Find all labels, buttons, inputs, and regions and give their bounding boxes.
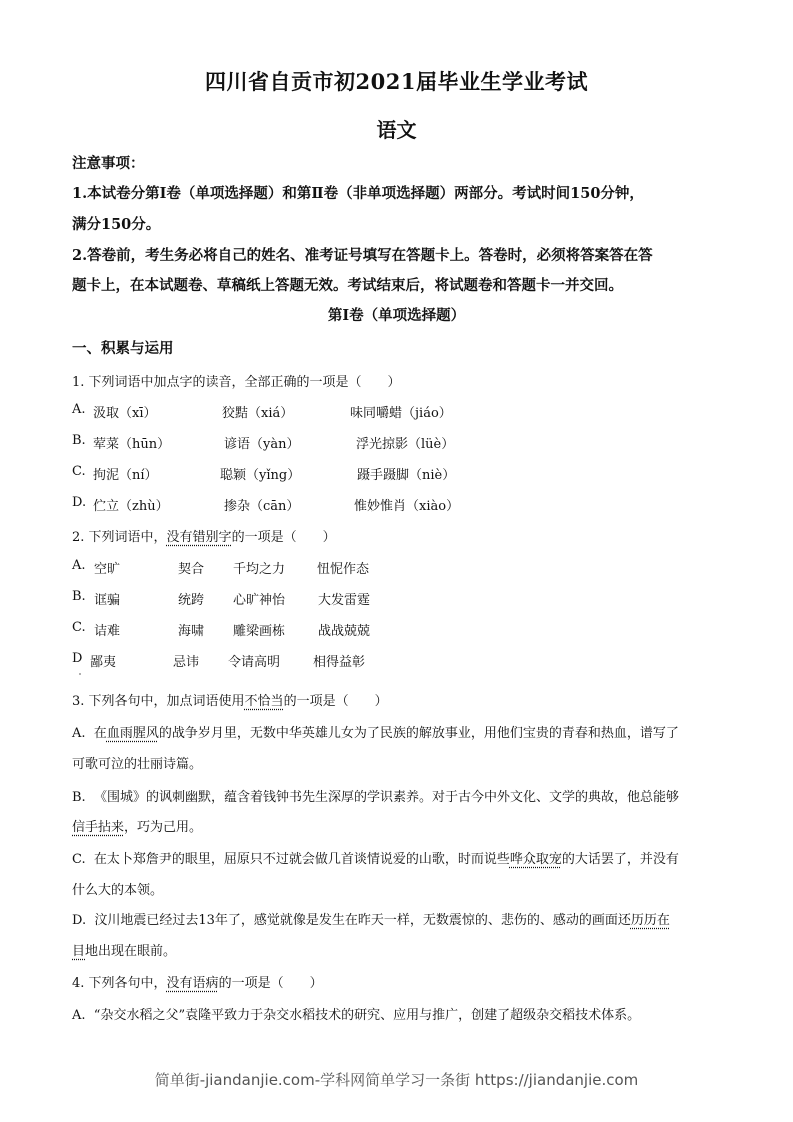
option-label: A. <box>72 1008 86 1023</box>
notice-item-1-line-2: 满分150分。 <box>72 216 161 233</box>
notice-item-2-line-1: 2.答卷前，考生务必将自己的姓名、准考证号填写在答题卡上。答卷时，必须将答案答在答 <box>72 247 653 264</box>
option-label: B. <box>72 433 86 448</box>
option-item: 雕梁画栋 <box>233 624 286 639</box>
question-3-stem: 3. 下列各句中，加点词语使用不恰当的一项是（ ） <box>72 694 388 709</box>
question-4-stem: 4. 下列各句中，没有语病的一项是（ ） <box>72 976 323 991</box>
option-item: 空旷 <box>94 562 121 577</box>
option-item: 谚语（yàn） <box>224 437 300 452</box>
option-item: 忸怩作态 <box>317 562 370 577</box>
option-item: 战战兢兢 <box>318 624 371 639</box>
stray-dot <box>79 673 81 675</box>
notice-item-1-line-1: 1.本试卷分第Ⅰ卷（单项选择题）和第Ⅱ卷（非单项选择题）两部分。考试时间150分钟， <box>72 185 644 202</box>
option-item: 浮光掠影（lüè） <box>356 437 455 452</box>
option-item: 狡黠（xiá） <box>222 406 294 421</box>
option-item: 味同嚼蜡（jiáo） <box>350 406 452 421</box>
emphasis-dotted: 不恰当 <box>244 694 284 709</box>
option-item: 伫立（zhù） <box>93 499 169 514</box>
option-label: D. <box>72 913 87 928</box>
emphasis-dotted: 没有语病 <box>166 976 219 991</box>
option-item: 忌讳 <box>173 655 200 670</box>
question-1-stem: 1. 下列词语中加点字的读音，全部正确的一项是（ ） <box>72 375 401 390</box>
option-item: 相得益彰 <box>313 655 366 670</box>
option-item: 拘泥（ní） <box>93 468 158 483</box>
option-item: 鄙夷 <box>90 655 117 670</box>
exam-title: 四川省自贡市初2021届毕业生学业考试 <box>205 69 588 94</box>
option-item: 大发雷霆 <box>318 593 371 608</box>
option-item: 千均之力 <box>233 562 286 577</box>
option-label: D. <box>72 495 87 510</box>
option-item: 心旷神怡 <box>233 593 286 608</box>
option-label: C. <box>72 464 86 479</box>
option-item: 汲取（xī） <box>93 406 157 421</box>
emphasis-dotted: 信手拈来 <box>72 820 125 835</box>
section-title: 第Ⅰ卷（单项选择题） <box>327 307 466 324</box>
emphasis-dotted: 哗众取宠 <box>509 852 562 867</box>
option-label: D <box>72 651 83 666</box>
option-item: 契合 <box>178 562 205 577</box>
option-item: 诘难 <box>94 624 121 639</box>
exam-subject: 语文 <box>376 118 417 142</box>
option-label: C. <box>72 620 86 635</box>
option-label: A. <box>72 558 86 573</box>
option-item: 统跨 <box>178 593 205 608</box>
option-label: A. <box>72 402 86 417</box>
notice-item-2-line-2: 题卡上，在本试题卷、草稿纸上答题无效。考试结束后，将试题卷和答题卡一并交回。 <box>72 277 623 294</box>
option-item: 诓骗 <box>94 593 121 608</box>
footer-watermark: 简单街-jiandanjie.com-学科网简单学习一条街 https://jiandanjie.com <box>154 1071 639 1089</box>
option-label: B. <box>72 589 86 604</box>
question-2-stem: 2. 下列词语中，没有错别字的一项是（ ） <box>72 530 336 545</box>
option-label: B. <box>72 790 86 805</box>
option-item: 荤菜（hūn） <box>93 437 171 452</box>
option-item: 令请高明 <box>228 655 281 670</box>
emphasis-dotted: 没有错别字 <box>166 530 232 545</box>
emphasis-dotted: 目 <box>72 944 86 959</box>
option-item: 蹑手蹑脚（niè） <box>357 468 456 483</box>
option-label: C. <box>72 852 86 867</box>
emphasis-dotted: 历历在 <box>630 913 670 928</box>
part-title: 一、积累与运用 <box>72 340 174 357</box>
notice-heading: 注意事项： <box>72 155 145 172</box>
emphasis-dotted: 血雨腥风 <box>106 726 159 741</box>
option-item: 海啸 <box>178 624 205 639</box>
option-item: 掺杂（cān） <box>224 499 300 514</box>
option-item: 惟妙惟肖（xiào） <box>354 499 460 514</box>
option-label: A. <box>72 726 86 741</box>
option-item: 聪颖（yǐng） <box>220 468 301 483</box>
